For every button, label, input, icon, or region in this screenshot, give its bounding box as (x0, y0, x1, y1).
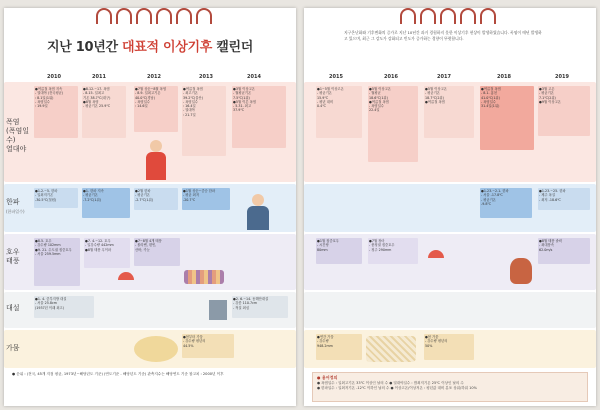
event-cell: ●7월 장마 - 충청권 집중호우 - 청주 290mm (368, 238, 418, 264)
event-cell: ●연간 가뭄 - 강수량 948.2mm (316, 334, 362, 360)
cracked-ground-icon (134, 336, 178, 362)
person-body-icon (146, 152, 166, 180)
row-label-snow: 대설 (6, 304, 20, 312)
event-cell: ●7. 4.~12. 호우 - 일강수량 442mm ●8월 태풍 무이파 (84, 238, 130, 268)
event-cell: ●1.23.~25. 한파 - 제주 폭설 - 최저 -18.6℃ (538, 188, 590, 210)
event-cell: ●봄 가뭄 - 강수량 평년의 50% (424, 334, 474, 360)
event-cell: ●1월 집중호우 - 시간당 80mm (316, 238, 362, 264)
row-label-heat: 폭염 (폭염일수) 열대야 (6, 118, 30, 153)
leaves-decoration-icon (184, 270, 224, 284)
event-cell: ●여름철 폭염 - 8.1. 홍천 41.0℃(1위) - 폭염일수 31.4일(1위) (480, 86, 534, 150)
year-label: 2012 (147, 74, 161, 80)
event-cell: ●1월 상순~중순 한파 - 평균 최저 -20.7℃ (182, 188, 230, 210)
year-label: 2019 (555, 74, 569, 80)
binder-ring (400, 8, 416, 24)
binder-ring (196, 8, 212, 24)
person-head-icon (150, 140, 162, 152)
year-label: 2010 (47, 74, 61, 80)
event-cell: ●봄부터 가뭄 - 강수량 평년의 44.5% (182, 334, 234, 358)
event-cell: ●1.2.~5. 한파 - 일최저기온 -30.5℃(철원) (34, 188, 78, 208)
event-cell: ●1~5월 이상고온 - 평균기온 15.9℃ - 평년 대비 0.4℃ (316, 86, 362, 138)
building-icon (209, 300, 227, 320)
year-label: 2016 (384, 74, 398, 80)
row-label-rain: 호우 태풍 (6, 248, 20, 265)
right-page (304, 8, 596, 406)
legend-title: ● 용어정의 (317, 375, 338, 380)
event-cell: ●5월 이상고온 - 월평균 18.6℃(1위) ●여름철 폭염 - 폭염일수 22.4일 (368, 86, 418, 162)
year-label: 2018 (497, 74, 511, 80)
mushroom-house-icon (510, 258, 532, 284)
person-cold-body-icon (247, 206, 269, 230)
event-cell: ●3월 이상고온 - 월평균기온 7.5℃(1위) ●5월 이른 폭염 - 5.31. 최고 37.9℃ (232, 86, 286, 148)
year-label: 2011 (92, 74, 106, 80)
event-cell: ●5월 이상고온 - 평균기온 18.7℃(2위) ●여름철 폭염 (424, 86, 474, 138)
year-label: 2017 (437, 74, 451, 80)
event-cell: ●7월 상순~8월 폭염 - 8.9. 일최고기온 40.0℃(경남) - 폭염일수 : 14.6일 (134, 86, 178, 132)
binder-ring (460, 8, 476, 24)
event-cell: ●8.12.~17. 폭염 - 8.15. 일최고 기온 38.7℃(대구) ●8월 폭염 - 평균기온 25.9℃ (82, 86, 126, 138)
year-label: 2013 (199, 74, 213, 80)
event-cell: ●1.23.~2.1. 한파 - 서울 -17.8℃ - 평균기온 -9.8℃ (480, 188, 532, 218)
event-cell: ●1. 4. 중부지방 대설 - 서울 25.8cm (1937년 이래 최고) (34, 296, 94, 318)
event-cell: ●1. 한파 지속 - 평균기온 -7.2℃(1위) (82, 188, 130, 218)
intro-text: 지구온난화와 기후변화의 증가로 지난 10년간 과거 경험하지 못한 이상기후 현상이 발생하였습니다. 폭염이 매년 발생하고 있으며, 최근 그 강도가 강화되고 빈도가 증가하는 경향이 뚜렷합니다. (344, 30, 542, 41)
binder-ring (96, 8, 112, 24)
event-cell: ●7~8월 4개 태풍 - 볼라벤, 덴빈, 산바, 카눈 (134, 238, 180, 266)
person-cold-head-icon (252, 194, 264, 206)
event-cell: ●여름철 폭염 지속 - 열대야 (전국평균) : 8.1일(1위) - 폭염일수 : 19.9일 (34, 86, 78, 138)
event-cell: ●2월 한파 - 평균기온 -2.7℃(1위) (134, 188, 178, 210)
event-cell: ●2. 6.~14. 동해안대설 - 강릉 110.7cm - 적설 최심 (232, 296, 288, 318)
page-title: 지난 10년간 대표적 이상기후 캘린더 (46, 40, 254, 55)
binder-ring (420, 8, 436, 24)
binder-ring (136, 8, 152, 24)
legend-box (312, 372, 588, 402)
binder-ring (176, 8, 192, 24)
row-label-cold: 한파 (한파일수) (6, 198, 25, 214)
year-label: 2014 (247, 74, 261, 80)
footnote: ● 순위 : (전국, 45개 지점 평균, 1973년~해당년도 기준) (연도기준 - 해당년도 기준) 관측지수는 해당연도 기준 참고치 : 2000년 이후 (12, 372, 224, 376)
year-label: 2015 (329, 74, 343, 80)
event-cell: ●3월 고온 - 평균기온 7.1℃(2위) ●9월 이상고온 (538, 86, 590, 136)
event-cell: ●여름철 폭염 - 최고기온 39.2℃(울산) - 폭염일수 : 16.4일 - 열대야 : 21.7일 (182, 86, 226, 156)
binder-ring (116, 8, 132, 24)
row-label-drought: 가뭄 (6, 344, 20, 352)
legend-text: ● 폭염일수 : 일최고기온 33℃ 이상인 날의 수 ● 열대야일수 : 밤최저기온 25℃ 이상인 날의 수 ● 한파일수 : 일최저기온 -12℃ 이하인 날의 수 ● 이상고온/이상저온 : 평년값 대비 분포 상위/하위 10% (317, 381, 477, 390)
left-page (4, 8, 296, 406)
binder-ring (440, 8, 456, 24)
binder-ring (480, 8, 496, 24)
event-cell: ●8.5. 호우 - 강수량 102mm ●9. 21. 수도권 집중호우 - 서울 259.5mm (34, 238, 80, 286)
event-cell: ●8월 태풍 솔릭 - 최대풍속 62.0m/s (538, 238, 590, 264)
binder-ring (156, 8, 172, 24)
cracked-ground-icon (366, 336, 416, 362)
snow-row (304, 292, 596, 328)
